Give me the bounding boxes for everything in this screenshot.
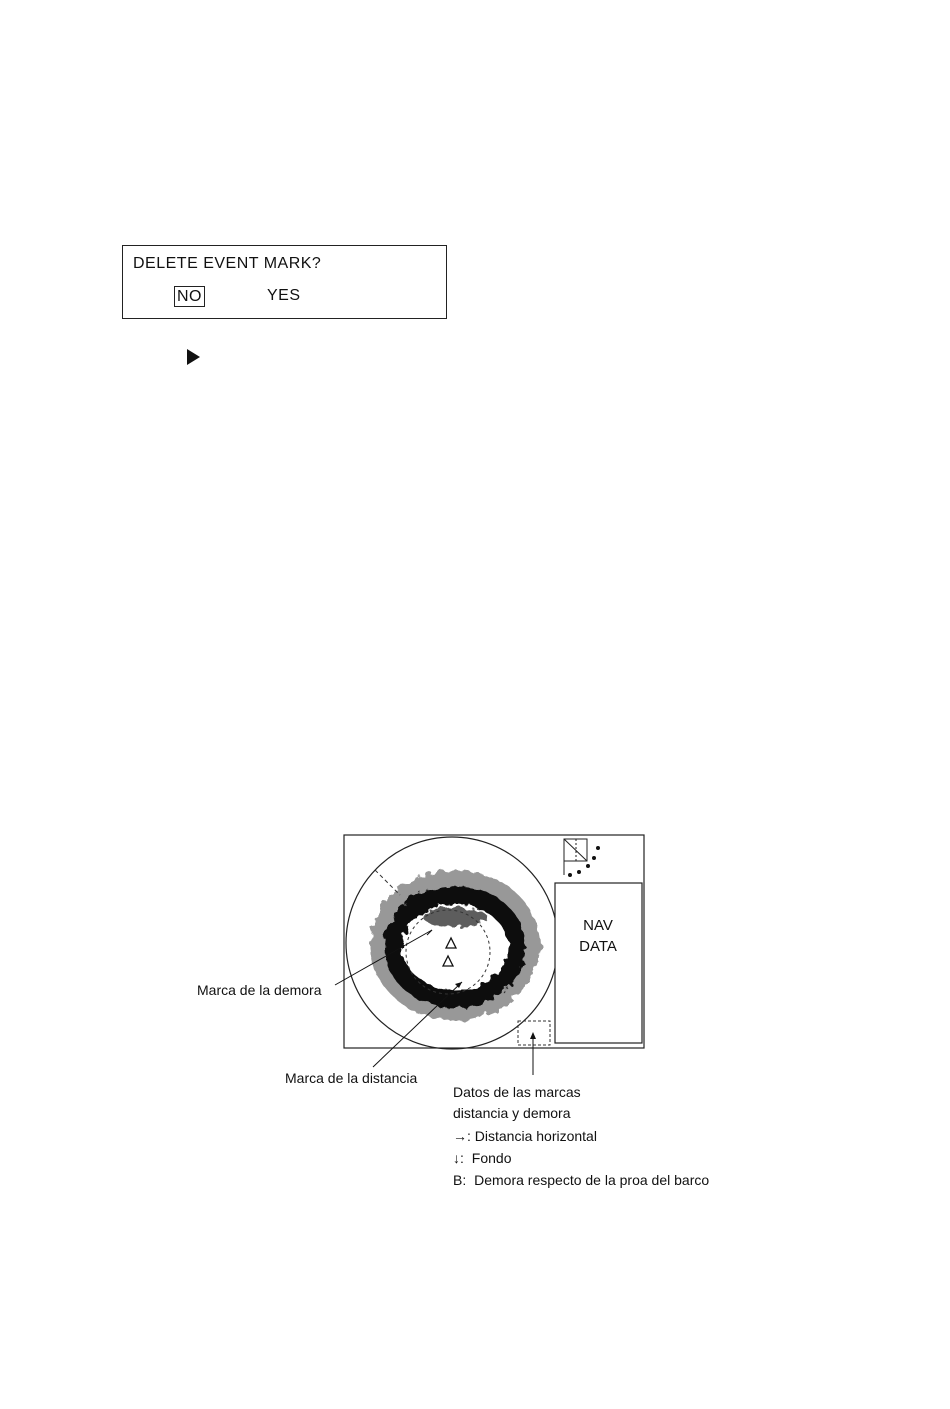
delete-event-mark-dialog (122, 245, 447, 319)
callout-range-label: Marca de la distancia (285, 1070, 418, 1086)
nav-data-box (555, 883, 642, 1043)
legend-text: Fondo (471, 1150, 512, 1166)
triangle-marker-2 (443, 956, 453, 966)
mark-data-box (518, 1021, 550, 1045)
play-arrow-icon (187, 349, 200, 365)
callout-bearing-label: Marca de la demora (197, 982, 322, 998)
legend-item (453, 1172, 709, 1188)
nav-data-line1: NAV (583, 917, 613, 934)
no-option[interactable]: NO (174, 286, 205, 307)
dialog-title: DELETE EVENT MARK? (133, 255, 322, 272)
bearing-dashed-line (375, 870, 400, 895)
legend-symbol-arrow-right: →: (453, 1128, 471, 1144)
yes-option[interactable]: YES (267, 287, 301, 304)
legend-item (453, 1150, 511, 1166)
legend-symbol-b: B: (453, 1172, 467, 1188)
legend-text: Demora respecto de la proa del barco (474, 1172, 710, 1188)
triangle-marker-1 (446, 938, 456, 948)
legend-text: Distancia horizontal (474, 1128, 597, 1144)
nav-data-line2: DATA (579, 938, 617, 955)
callout-data-label-2: distancia y demora (453, 1105, 571, 1121)
legend-symbol-arrow-down: ↓: (453, 1150, 464, 1166)
callout-data-label-1: Datos de las marcas (453, 1084, 581, 1100)
legend-item (453, 1128, 597, 1144)
sonar-diagram (180, 825, 740, 1195)
